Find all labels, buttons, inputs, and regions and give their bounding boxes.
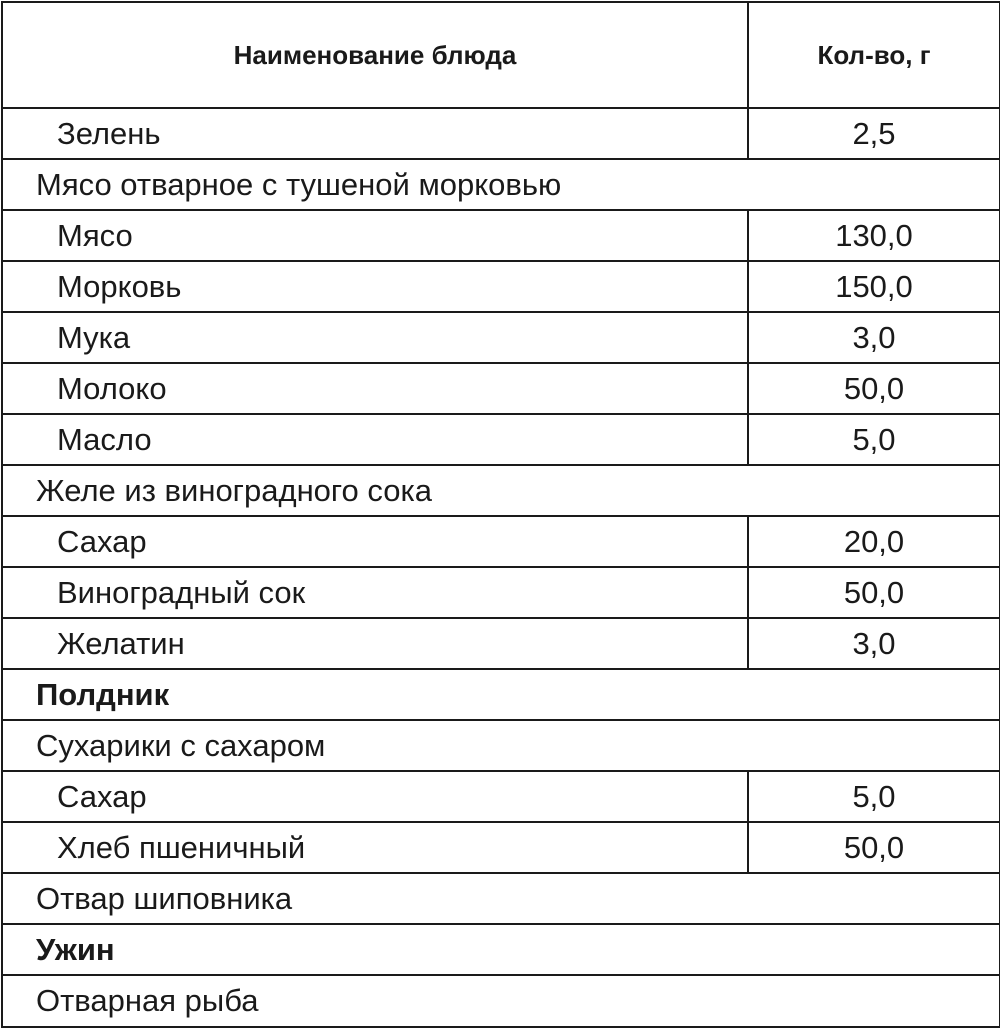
dish-name: Мясо <box>2 210 748 261</box>
dish-qty: 2,5 <box>748 108 1000 159</box>
dish-name: Молоко <box>2 363 748 414</box>
dish-group-name: Сухарики с сахаром <box>2 720 1000 771</box>
dish-qty: 20,0 <box>748 516 1000 567</box>
meal-section-title: Ужин <box>2 924 1000 975</box>
table-row-section <box>2 924 1000 975</box>
table-row <box>2 261 1000 312</box>
dish-group-name: Отварная рыба <box>2 975 1000 1027</box>
dish-qty: 5,0 <box>748 414 1000 465</box>
dish-name: Мука <box>2 312 748 363</box>
dish-group-name: Мясо отварное с тушеной морковью <box>2 159 1000 210</box>
dish-name: Желатин <box>2 618 748 669</box>
header-quantity: Кол-во, г <box>748 2 1000 108</box>
meal-section-title: Полдник <box>2 669 1000 720</box>
dish-qty: 150,0 <box>748 261 1000 312</box>
menu-table <box>1 1 1000 1028</box>
dish-name: Виноградный сок <box>2 567 748 618</box>
header-dish-name: Наименование блюда <box>2 2 748 108</box>
table-row-group <box>2 159 1000 210</box>
dish-name: Хлеб пшеничный <box>2 822 748 873</box>
dish-qty: 50,0 <box>748 363 1000 414</box>
table-row <box>2 822 1000 873</box>
table-row <box>2 312 1000 363</box>
table-row-section <box>2 669 1000 720</box>
table-row-group <box>2 465 1000 516</box>
dish-name: Зелень <box>2 108 748 159</box>
table-header-row <box>2 2 1000 108</box>
dish-qty: 130,0 <box>748 210 1000 261</box>
table-row-group <box>2 720 1000 771</box>
table-row <box>2 516 1000 567</box>
dish-qty: 3,0 <box>748 618 1000 669</box>
dish-qty: 5,0 <box>748 771 1000 822</box>
dish-qty: 3,0 <box>748 312 1000 363</box>
table-row <box>2 567 1000 618</box>
dish-name: Сахар <box>2 516 748 567</box>
dish-group-name: Отвар шиповника <box>2 873 1000 924</box>
table-row <box>2 210 1000 261</box>
table-row-group <box>2 975 1000 1027</box>
dish-qty: 50,0 <box>748 822 1000 873</box>
table-row <box>2 108 1000 159</box>
table-row <box>2 618 1000 669</box>
dish-name: Сахар <box>2 771 748 822</box>
table-row <box>2 771 1000 822</box>
table-row-group <box>2 873 1000 924</box>
dish-name: Морковь <box>2 261 748 312</box>
dish-name: Масло <box>2 414 748 465</box>
dish-qty: 50,0 <box>748 567 1000 618</box>
table-row <box>2 363 1000 414</box>
table-row <box>2 414 1000 465</box>
dish-group-name: Желе из виноградного сока <box>2 465 1000 516</box>
